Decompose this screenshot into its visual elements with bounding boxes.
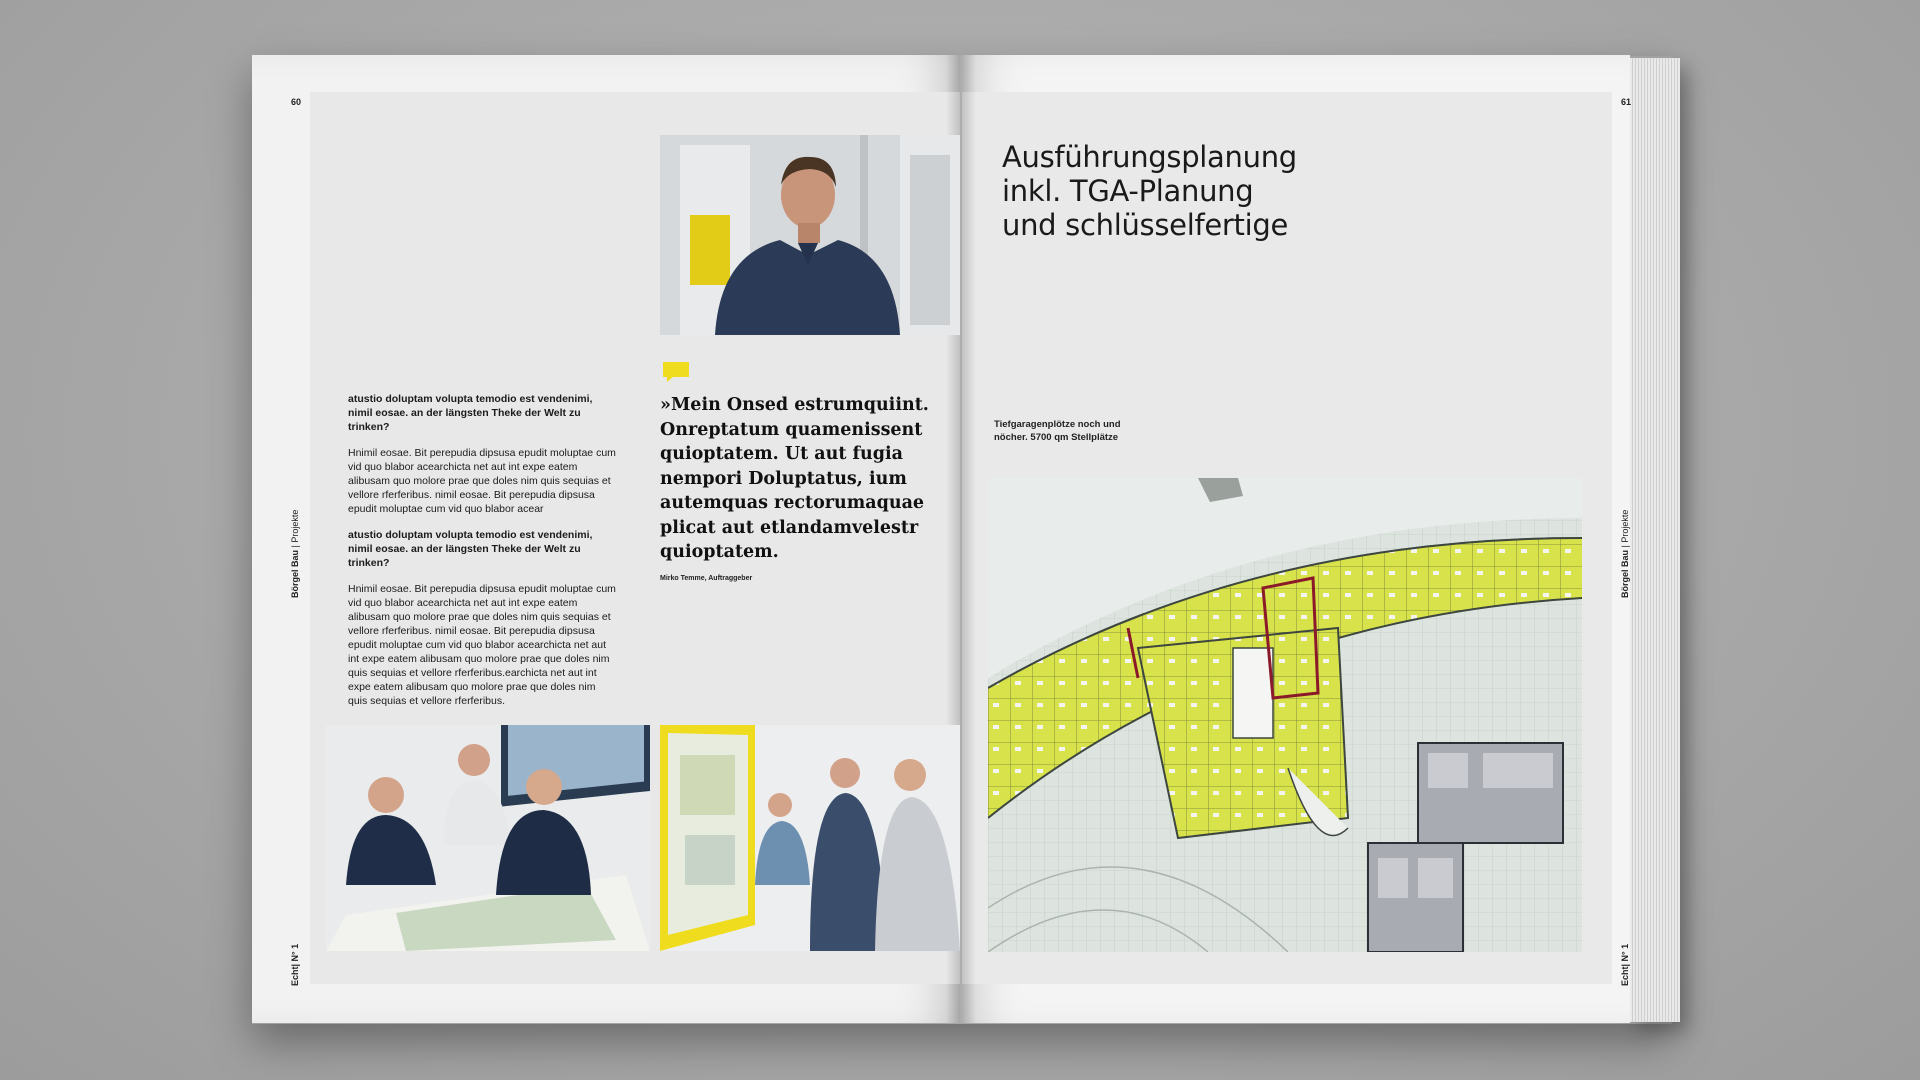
left-page-number: 60 <box>291 97 302 107</box>
floor-plan-image <box>988 478 1582 952</box>
portrait-illustration <box>660 135 960 335</box>
right-footer-label: Echt| N° 1 <box>1620 943 1630 986</box>
right-page-number: 61 <box>1621 97 1632 107</box>
headline-line-1: Ausführungsplanung <box>1002 140 1297 174</box>
body-paragraph-2: Hnimil eosae. Bit perepudia dipsusa epudit moluptae cum vid quo blabor acearchicta net aut int expe eatem alibusam quo molore prae que doles nim quis sequias et vellore rferferibus. nimil eosae. Bit perepudia dipsusa epudit moluptae cum vid quo blabor acearchicta net aut int expe eatem alibusam quo molore prae que doles nim quis sequias et vellore rferferibus.earchicta net aut int expe eatem alibusam quo molore prae que doles nim quis sequias et vellore rferferibus. <box>348 583 616 707</box>
headline-line-3: und schlüsselfertige <box>1002 208 1289 242</box>
body-lead-2: atustio doluptam volupta temodio est vendenimi, nimil eosae. an der längsten Theke der Welt zu trinken? <box>348 529 593 569</box>
pull-quote: »Mein Onsed estrumquiint. Onreptatum quamenissent quioptatem. Ut aut fugia nempori Doluptatus, ium autemquas rectorumaquae plicat aut etlandamvelestr quioptatem. <box>660 395 929 562</box>
left-footer-label: Echt| N° 1 <box>290 943 300 986</box>
right-page-headline <box>1002 140 1297 242</box>
body-paragraph-1: Hnimil eosae. Bit perepudia dipsusa epudit moluptae cum vid quo blabor acearchicta net aut int expe eatem alibusam quo molore prae que doles nim quis sequias et vellore rferferibus. nimil eosae. Bit perepudia dipsusa epudit moluptae cum vid quo blabor acear <box>348 447 616 515</box>
body-lead-1: atustio doluptam volupta temodio est vendenimi, nimil eosae. an der längsten Theke der Welt zu trinken? <box>348 393 593 433</box>
right-side-label: Börgel Bau | Projekte <box>1620 509 1630 598</box>
team-board-illustration <box>660 725 960 951</box>
headline-line-2: inkl. TGA-Planung <box>1002 174 1254 208</box>
page-stack-edge <box>1630 58 1680 1022</box>
portrait-photo <box>660 135 960 335</box>
team-photo-table <box>326 725 650 951</box>
floor-plan-illustration <box>988 478 1582 952</box>
body-text-column <box>348 392 616 720</box>
team-table-illustration <box>326 725 650 951</box>
left-side-label: Börgel Bau | Projekte <box>290 509 300 598</box>
floor-plan-caption: Tiefgaragenplötze noch und nöcher. 5700 qm Stellplätze <box>994 419 1121 443</box>
team-photo-board <box>660 725 960 951</box>
speech-bubble-icon <box>663 362 689 382</box>
quote-author: Mirko Temme, Auftraggeber <box>660 575 753 582</box>
